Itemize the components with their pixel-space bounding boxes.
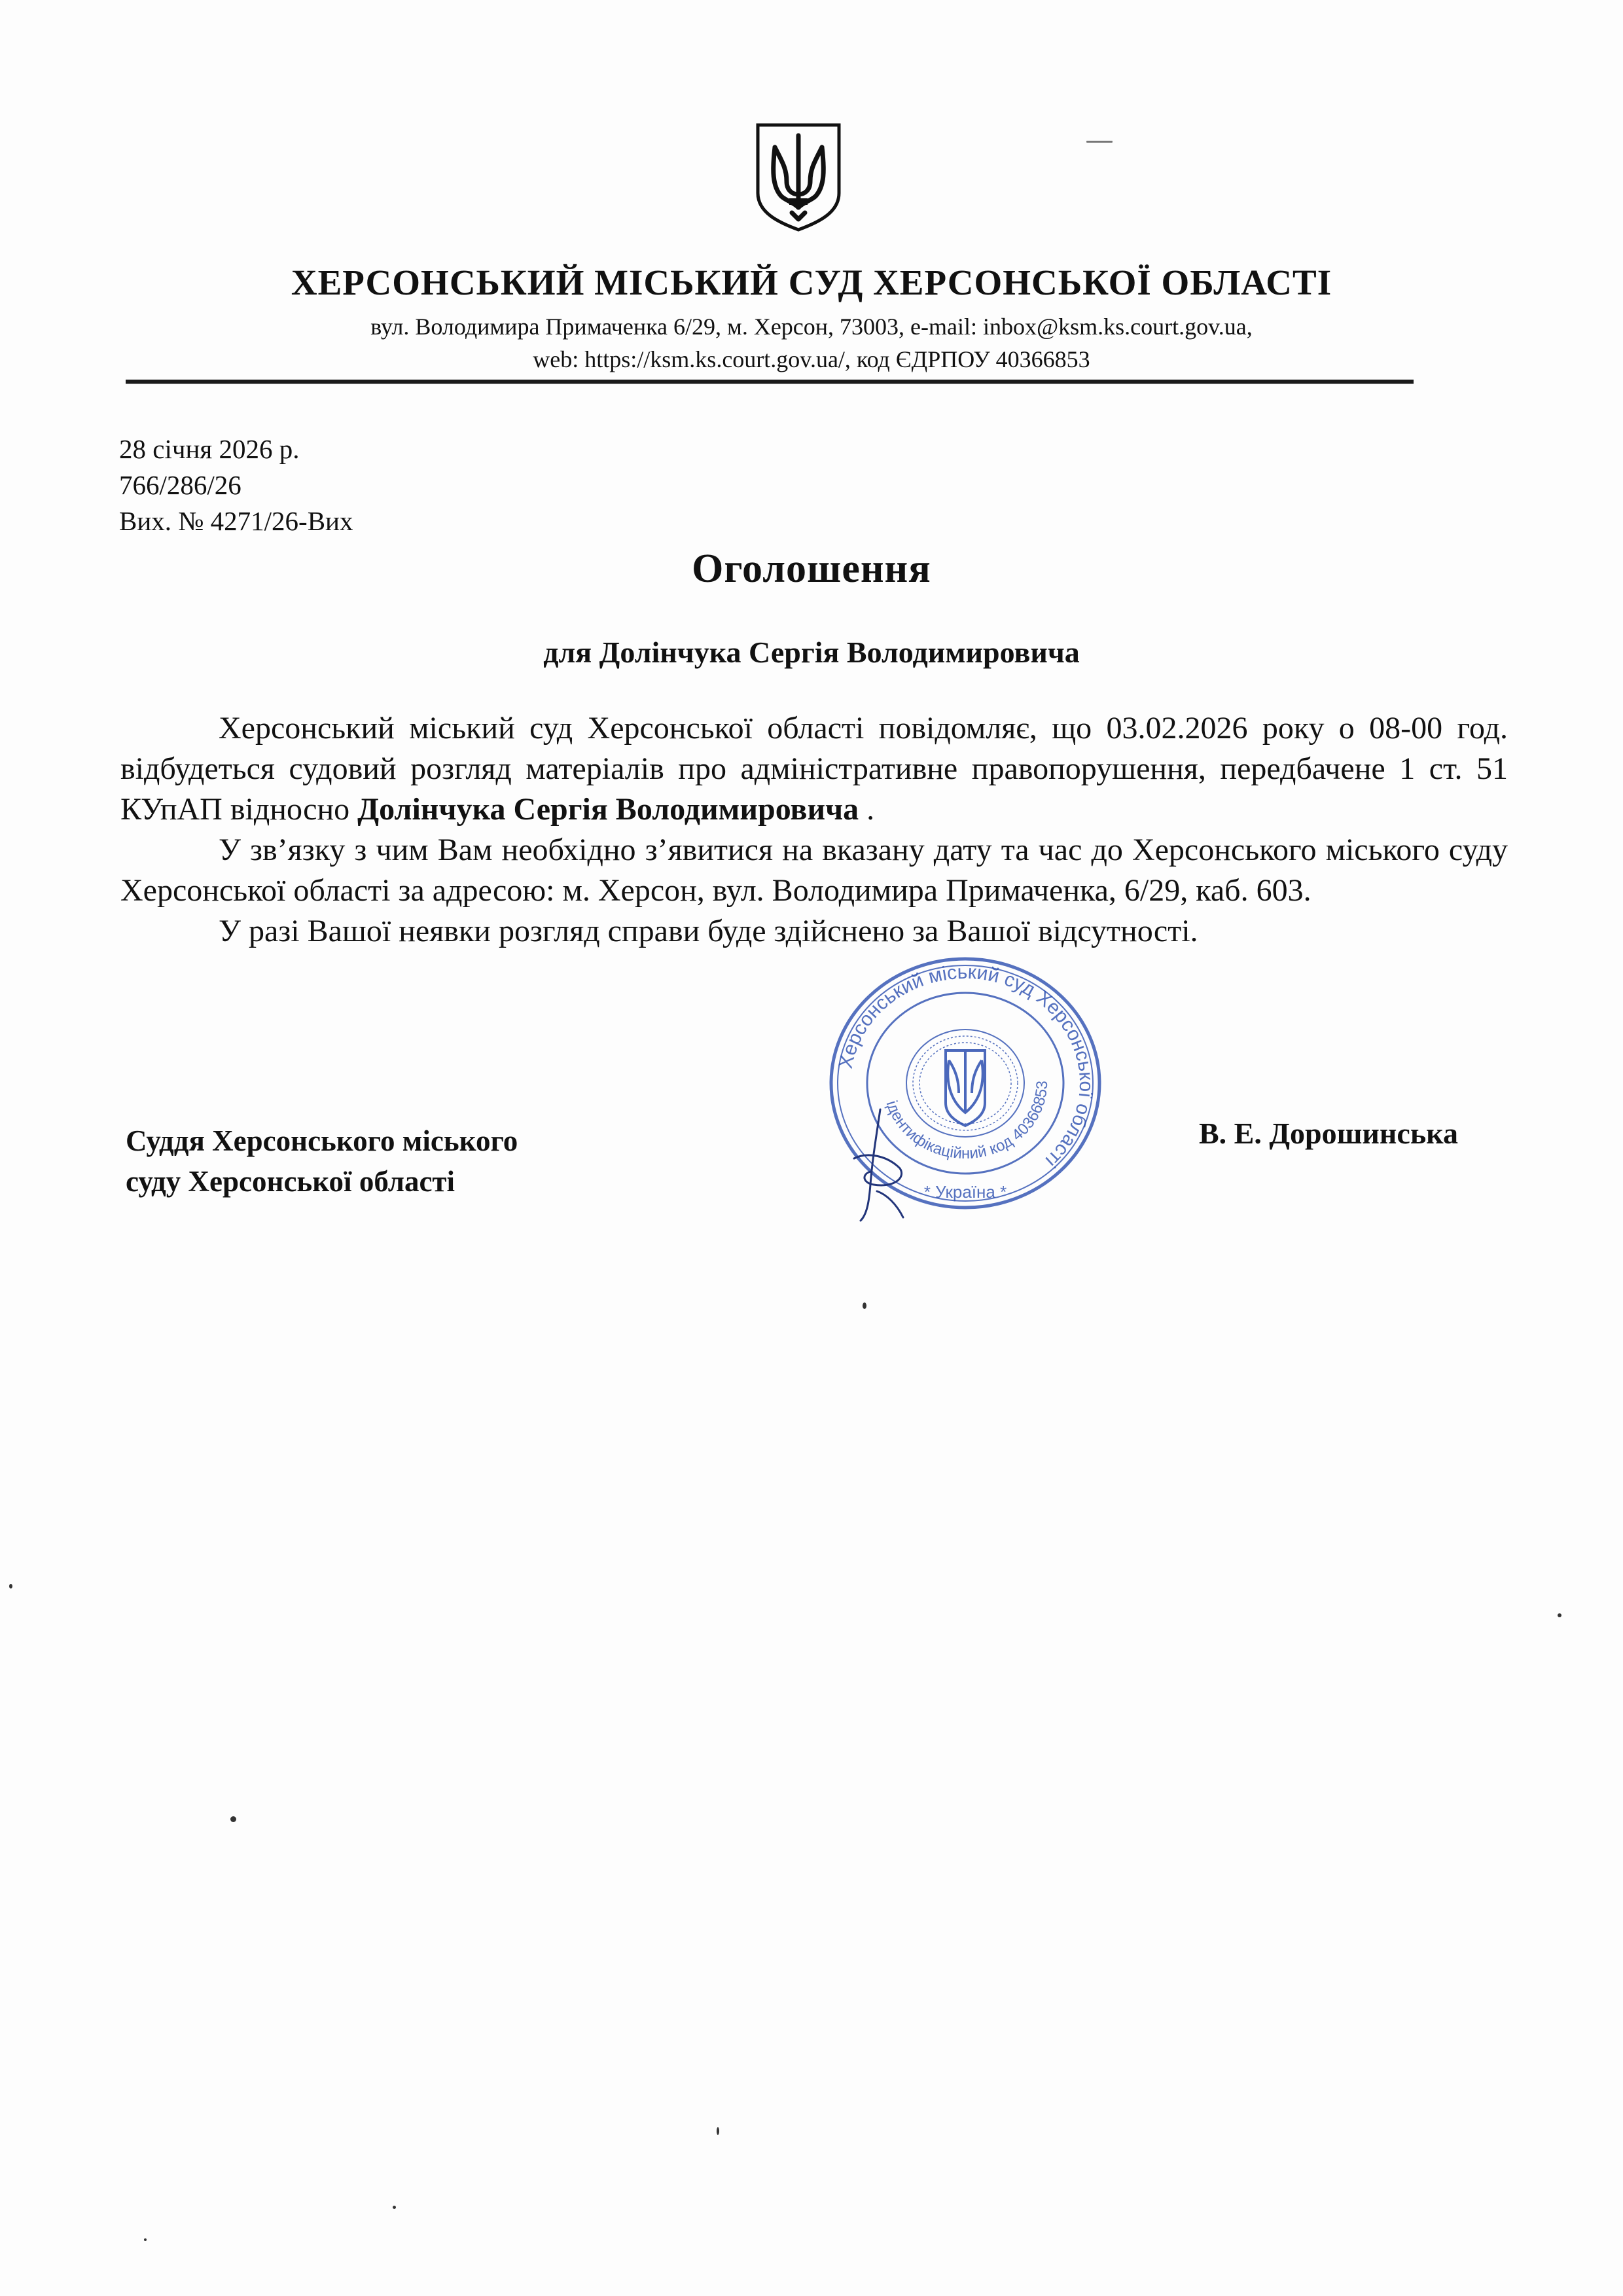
document-date: 28 січня 2026 р. — [119, 434, 300, 464]
court-name: ХЕРСОНСЬКИЙ МІСЬКИЙ СУД ХЕРСОНСЬКОЇ ОБЛАСТІ — [291, 262, 1332, 302]
signer-position-line1: Суддя Херсонського міського — [126, 1124, 518, 1157]
hearing-text: Херсонський міський суд Херсонської області повідомляє, що 03.02.2026 року о 08-00 год. відбудеться судовий розгляд матеріалів про адміністративне правопорушення, передбачене 1 ст. 51 КУпАП відносно — [120, 711, 1508, 827]
scan-speck — [9, 1584, 12, 1588]
handwritten-signature — [841, 1106, 919, 1224]
paragraph-absence: У разі Вашої неявки розгляд справи буде здійснено за Вашої відсутності. — [219, 914, 1198, 948]
seal-country-text: * Україна * — [923, 1182, 1007, 1202]
scan-speck — [1558, 1613, 1561, 1617]
header-divider — [126, 380, 1414, 384]
scan-speck — [144, 2238, 147, 2241]
court-address-line: вул. Володимира Примаченка 6/29, м. Херсон, 73003, e-mail: inbox@ksm.ks.court.gov.ua, — [370, 314, 1253, 340]
paragraph-appearance: У зв’язку з чим Вам необхідно з’явитися на вказану дату та час до Херсонського міського суду Херсонської області за адресою: м. Херсон, вул. Володимира Примаченка, 6/29, каб. 603. — [120, 833, 1508, 908]
paragraph-hearing — [120, 708, 1508, 830]
addressee: для Долінчука Сергія Володимировича — [543, 636, 1080, 669]
hearing-text-end: . — [859, 792, 875, 827]
signer-position — [126, 1121, 518, 1202]
court-web-line: web: https://ksm.ks.court.gov.ua/, код ЄДРПОУ 40366853 — [533, 346, 1090, 372]
outgoing-number: Вих. № 4271/26-Вих — [119, 506, 353, 536]
scan-speck — [863, 1302, 866, 1309]
case-number: 766/286/26 — [119, 470, 241, 500]
scan-speck — [1086, 141, 1113, 143]
notice-body — [120, 708, 1508, 952]
signer-position-line2: суду Херсонської області — [126, 1165, 455, 1198]
scan-speck — [393, 2206, 396, 2209]
document-title: Оголошення — [692, 547, 931, 591]
seal-code-text: ідентифікаційний код 40366853 — [882, 1080, 1052, 1163]
scan-speck — [230, 1816, 236, 1822]
signer-name: В. Е. Дорошинська — [1199, 1117, 1458, 1150]
scan-speck — [717, 2127, 719, 2135]
defendant-name: Долінчука Сергія Володимировича — [357, 792, 859, 827]
ukraine-trident-icon — [753, 121, 844, 232]
seal-ring-text: Херсонський міський суд Херсонської області — [834, 961, 1097, 1172]
